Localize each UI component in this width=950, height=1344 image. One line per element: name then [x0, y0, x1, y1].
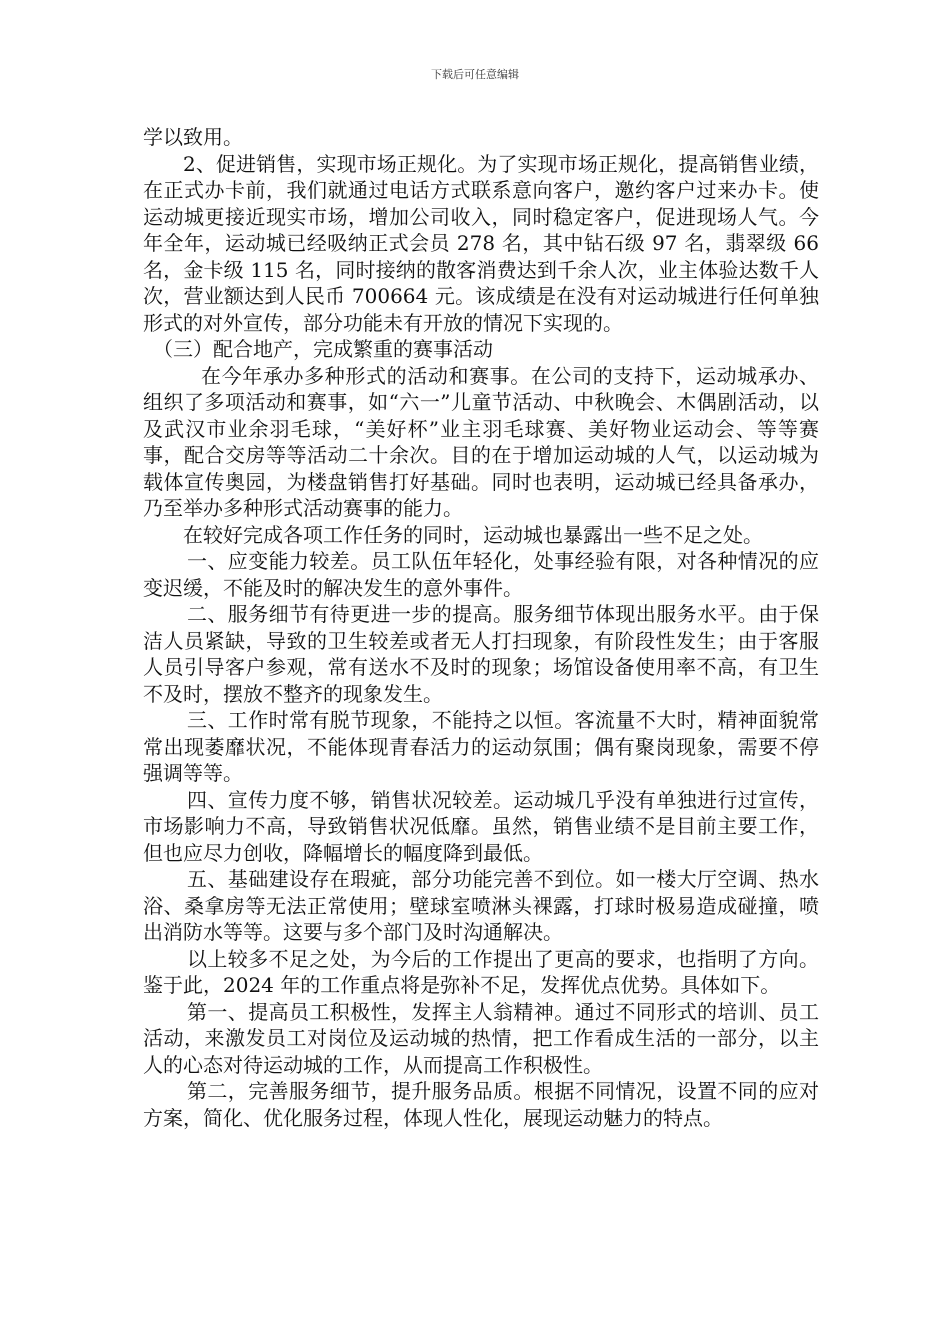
paragraph-shortcoming-1: 一、应变能力较差。员工队伍年轻化，处事经验有限，对各种情况的应变迟缓，不能及时的解决发生的意外事件。: [143, 549, 819, 600]
paragraph-shortcoming-4: 四、宣传力度不够，销售状况较差。运动城几乎没有单独进行过宣传，市场影响力不高，导致销售状况低靡。虽然，销售业绩不是目前主要工作，但也应尽力创收，降幅增长的幅度降到最低。: [143, 787, 819, 865]
paragraph-shortcoming-2: 二、服务细节有待更进一步的提高。服务细节体现出服务水平。由于保洁人员紧缺，导致的卫生较差或者无人打扫现象，有阶段性发生；由于客服人员引导客户参观，常有送水不及时的现象；场馆设备使用率不高，有卫生不及时，摆放不整齐的现象发生。: [143, 602, 819, 706]
section-heading: （三）配合地产，完成繁重的赛事活动: [153, 337, 493, 361]
paragraph-plan-1: 第一、提高员工积极性，发挥主人翁精神。通过不同形式的培训、员工活动，来激发员工对岗位及运动城的热情，把工作看成生活的一部分，以主人的心态对待运动城的工作，从而提高工作积极性。: [143, 999, 819, 1077]
paragraph-shortcomings-intro: 在较好完成各项工作任务的同时，运动城也暴露出一些不足之处。: [183, 522, 763, 547]
page-header: 下载后可任意编辑: [431, 68, 519, 81]
paragraph-sales: 2、促进销售，实现市场正规化。为了实现市场正规化，提高销售业绩，在正式办卡前，我们就通过电话方式联系意向客户，邀约客户过来办卡。使运动城更接近现实市场，增加公司收入，同时稳定客户，促进现场人气。今年全年，运动城已经吸纳正式会员 278 名，其中钻石级 97 名，翡翠级 66 名，金卡级 115 名，同时接纳的散客消费达到千余人次，业主体验达数千人次，营业额达到人民币 700664 元。该成绩是在没有对运动城进行任何单独形式的对外宣传，部分功能未有开放的情况下实现的。: [143, 151, 819, 335]
document-body: [143, 124, 819, 1131]
paragraph-shortcoming-3: 三、工作时常有脱节现象，不能持之以恒。客流量不大时，精神面貌常常出现萎靡状况，不能体现青春活力的运动氛围；偶有聚岗现象，需要不停强调等等。: [143, 708, 819, 785]
paragraph-shortcoming-5: 五、基础建设存在瑕疵，部分功能完善不到位。如一楼大厅空调、热水浴、桑拿房等无法正常使用；壁球室喷淋头裸露，打球时极易造成碰撞，喷出消防水等等。这要与多个部门及时沟通解决。: [143, 867, 819, 944]
paragraph-events: 在今年承办多种形式的活动和赛事。在公司的支持下，运动城承办、组织了多项活动和赛事，如“六一”儿童节活动、中秋晚会、木偶剧活动，以及武汉市业余羽毛球，“美好杯”业主羽毛球赛、美好物业运动会、等等赛事，配合交房等等活动二十余次。目的在于增加运动城的人气，以运动城为载体宣传奥园，为楼盘销售打好基础。同时也表明，运动城已经具备承办，乃至举办多种形式活动赛事的能力。: [143, 363, 819, 520]
paragraph-plan-2: 第二，完善服务细节，提升服务品质。根据不同情况，设置不同的应对方案，简化、优化服务过程，体现人性化，展现运动魅力的特点。: [143, 1079, 819, 1130]
paragraph-continuation: 学以致用。: [143, 125, 243, 149]
paragraph-summary: 以上较多不足之处，为今后的工作提出了更高的要求，也指明了方向。鉴于此，2024 年的工作重点将是弥补不足，发挥优点优势。具体如下。: [143, 946, 819, 997]
